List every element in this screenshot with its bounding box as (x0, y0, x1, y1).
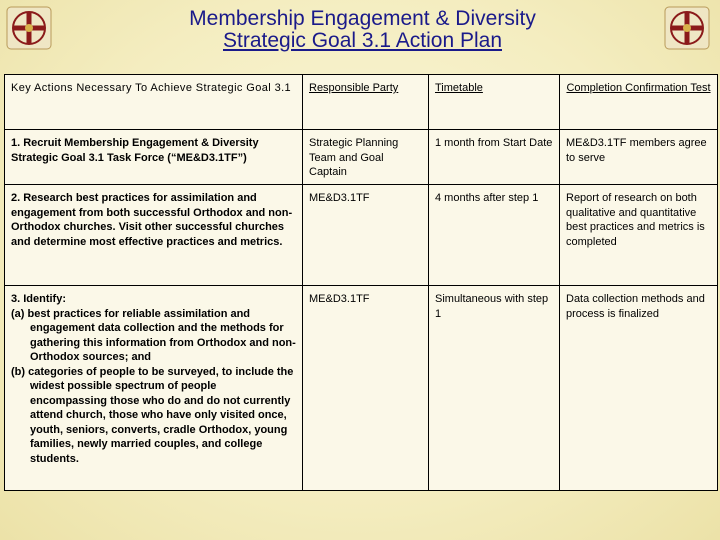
header-completion-test: Completion Confirmation Test (560, 75, 718, 130)
action-intro: 3. Identify: (11, 293, 67, 305)
byzantine-cross-emblem-icon (664, 6, 710, 50)
completion-cell: Report of research on both qualitative and quantitative best practices and metrics is completed (560, 185, 718, 286)
timetable-cell: Simultaneous with step 1 (429, 286, 560, 491)
party-cell: ME&D3.1TF (303, 286, 429, 491)
action-cell (5, 286, 303, 491)
action-cell: 1. Recruit Membership Engagement & Diversity Strategic Goal 3.1 Task Force (“ME&D3.1TF”) (5, 130, 303, 185)
completion-cell: ME&D3.1TF members agree to serve (560, 130, 718, 185)
party-cell: ME&D3.1TF (303, 185, 429, 286)
table-row (5, 130, 718, 185)
completion-cell: Data collection methods and process is finalized (560, 286, 718, 491)
action-item-a: (a) best practices for reliable assimilation and engagement data collection and the methods for gathering this information from Orthodox and non-Orthodox sources; and (11, 307, 296, 363)
party-cell: Strategic Planning Team and Goal Captain (303, 130, 429, 185)
table-row (5, 185, 718, 286)
timetable-cell: 4 months after step 1 (429, 185, 560, 286)
page-title (100, 8, 625, 52)
action-plan-table (4, 74, 718, 491)
title-line-2: Strategic Goal 3.1 Action Plan (223, 29, 502, 52)
title-line-1: Membership Engagement & Diversity (189, 7, 536, 30)
table-header-row (5, 75, 718, 130)
table-row (5, 286, 718, 491)
byzantine-cross-emblem-icon (6, 6, 52, 50)
header-responsible-party: Responsible Party (303, 75, 429, 130)
header-timetable: Timetable (429, 75, 560, 130)
action-item-b: (b) categories of people to be surveyed, to include the widest possible spectrum of people encompassing those who do and do not currently attend church, those who have only visited once, youth, seniors, converts, cradle Orthodox, young families, newly married couples, and college students. (11, 365, 294, 465)
header-key-actions: Key Actions Necessary To Achieve Strategic Goal 3.1 (5, 75, 303, 130)
timetable-cell: 1 month from Start Date (429, 130, 560, 185)
action-cell: 2. Research best practices for assimilation and engagement from both successful Orthodox and non-Orthodox churches. Visit other successful churches and determine most effective practices and metrics. (5, 185, 303, 286)
